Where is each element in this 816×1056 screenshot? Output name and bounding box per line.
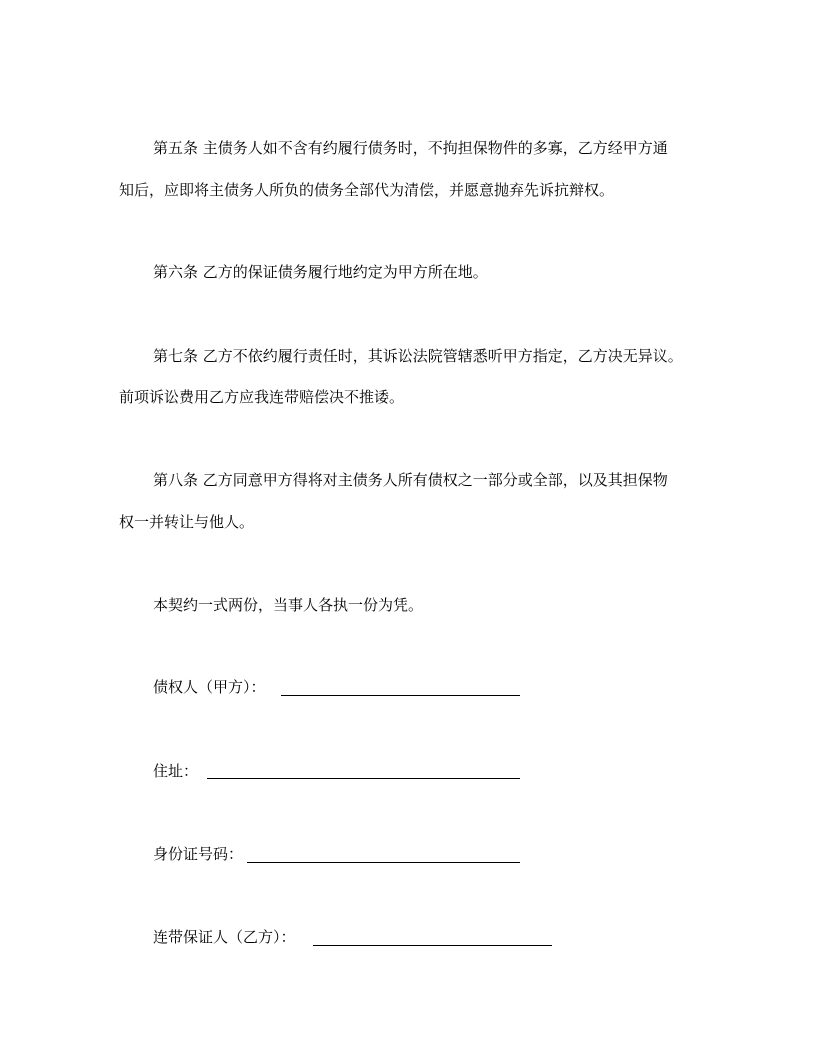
article-8-line-2: 权一并转让与他人。: [119, 513, 255, 531]
article-5-line-2: 知后，应即将主债务人所负的债务全部代为清偿，并愿意抛弃先诉抗辩权。: [119, 181, 615, 199]
creditor-signature-line[interactable]: [281, 695, 520, 696]
article-5-line-1: 第五条 主债务人如不含有约履行债务时，不拘担保物件的多寡，乙方经甲方通: [153, 139, 668, 157]
address-signature-line[interactable]: [207, 778, 520, 779]
article-7-line-1: 第七条 乙方不依约履行责任时，其诉讼法院管辖悉听甲方指定，乙方决无异议。: [153, 347, 683, 365]
article-7-line-2: 前项诉讼费用乙方应我连带赔偿决不推诿。: [119, 388, 405, 406]
article-6-line-1: 第六条 乙方的保证债务履行地约定为甲方所在地。: [153, 263, 488, 281]
copies-clause: 本契约一式两份，当事人各执一份为凭。: [153, 596, 424, 614]
id-number-label: 身份证号码：: [153, 845, 244, 863]
guarantor-label: 连带保证人（乙方）：: [153, 928, 296, 946]
address-label: 住址：: [153, 762, 199, 780]
guarantor-signature-line[interactable]: [313, 945, 552, 946]
id-number-signature-line[interactable]: [247, 862, 520, 863]
creditor-label: 债权人（甲方）：: [153, 678, 266, 696]
article-8-line-1: 第八条 乙方同意甲方得将对主债务人所有债权之一部分或全部，以及其担保物: [153, 471, 668, 489]
